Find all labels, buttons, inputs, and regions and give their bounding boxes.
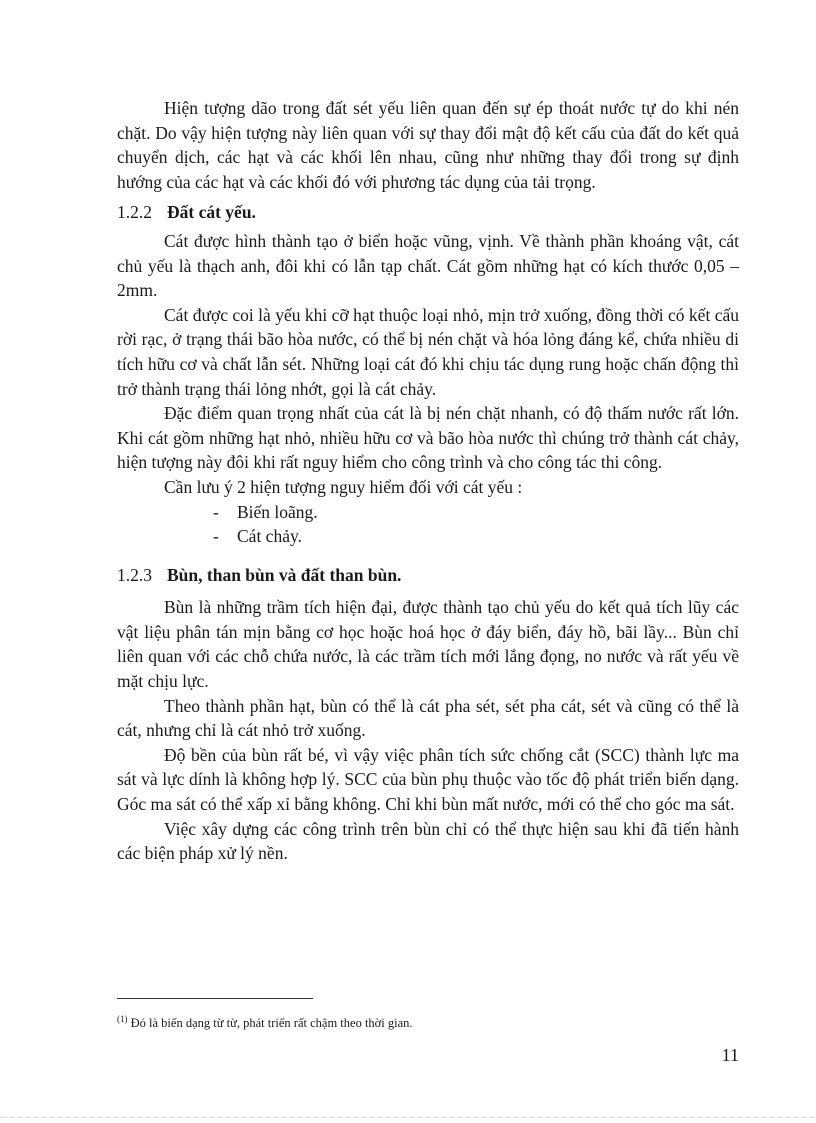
footnote-text: Đó là biến dạng từ từ, phát triển rất chậm theo thời gian.: [130, 1016, 413, 1031]
paragraph: Việc xây dựng các công trình trên bùn chỉ có thể thực hiện sau khi đã tiến hành các biện pháp xử lý nền.: [117, 818, 739, 864]
section-heading-1-2-2: [117, 200, 739, 225]
paragraph: Độ bền của bùn rất bé, vì vậy việc phân tích sức chống cắt (SCC) thành lực ma sát và lực dính là không hợp lý. SCC của bùn phụ thuộc vào tốc độ phát triển biến dạng. Góc ma sát có thể xấp xỉ bằng không. Chỉ khi bùn mất nước, mới có thể cho góc ma sát.: [117, 744, 739, 815]
hazard-list: [117, 500, 739, 549]
page-number: 11: [721, 1045, 739, 1065]
list-item-text: Cát chảy.: [237, 526, 302, 547]
section-title: Đất cát yếu.: [167, 202, 256, 223]
list-item: [117, 524, 739, 549]
list-dash: -: [213, 501, 219, 522]
section-number: 1.2.2: [117, 202, 152, 223]
paragraph: Cần lưu ý 2 hiện tượng nguy hiểm đối với cát yếu :: [164, 476, 523, 497]
paragraph: Hiện tượng dão trong đất sét yếu liên quan đến sự ép thoát nước tự do khi nén chặt. Do vậy hiện tượng này liên quan với sự thay đổi mật độ kết cấu của đất do kết quả chuyển dịch, các hạt và các khối lên nhau, cũng như những thay đổi trong sự định hướng của các hạt và các khối đó với phương tác dụng của tải trọng.: [117, 98, 739, 192]
page-body: [117, 96, 739, 866]
paragraph: Bùn là những trầm tích hiện đại, được thành tạo chủ yếu do kết quả tích lũy các vật liệu phân tán mịn bằng cơ học hoặc hoá học ở đáy biển, đáy hồ, bãi lầy... Bùn chỉ liên quan với các chỗ chứa nước, là các trầm tích mới lắng đọng, no nước và rất yếu về mặt chịu lực.: [117, 597, 739, 692]
paragraph: Đặc điểm quan trọng nhất của cát là bị nén chặt nhanh, có độ thấm nước rất lớn. Khi cát gồm những hạt nhỏ, nhiều hữu cơ và bão hòa nước thì chúng trở thành cát chảy, hiện tượng này đôi khi rất nguy hiểm cho công trình và cho công tác thi công.: [117, 403, 739, 473]
section-heading-1-2-3: [117, 563, 739, 588]
paragraph: Cát được hình thành tạo ở biển hoặc vũng, vịnh. Về thành phần khoáng vật, cát chủ yếu là thạch anh, đôi khi có lẫn tạp chất. Cát gồm những hạt có kích thước 0,05 – 2mm.: [117, 230, 739, 301]
section-title: Bùn, than bùn và đất than bùn.: [167, 564, 402, 585]
page-edge-divider: [0, 1117, 816, 1118]
section-number: 1.2.3: [117, 564, 152, 585]
footnote-rule: [117, 998, 313, 999]
footnote-marker: (1): [117, 1014, 128, 1024]
list-item-text: Biến loãng.: [237, 501, 318, 522]
paragraph: Cát được coi là yếu khi cỡ hạt thuộc loại nhỏ, mịn trở xuống, đồng thời có kết cấu rời rạc, ở trạng thái bão hòa nước, có thể bị nén chặt và hóa lỏng đáng kể, chứa nhiều di tích hữu cơ và chất lẫn sét. Những loại cát đó khi chịu tác dụng rung hoặc chấn động thì trở thành trạng thái lỏng nhớt, gọi là cát chảy.: [117, 304, 739, 399]
paragraph: Theo thành phần hạt, bùn có thể là cát pha sét, sét pha cát, sét và cũng có thể là cát, nhưng chỉ là cát nhỏ trở xuống.: [117, 695, 739, 741]
list-item: [117, 500, 739, 525]
list-dash: -: [213, 526, 219, 547]
footnote: [117, 1011, 739, 1031]
